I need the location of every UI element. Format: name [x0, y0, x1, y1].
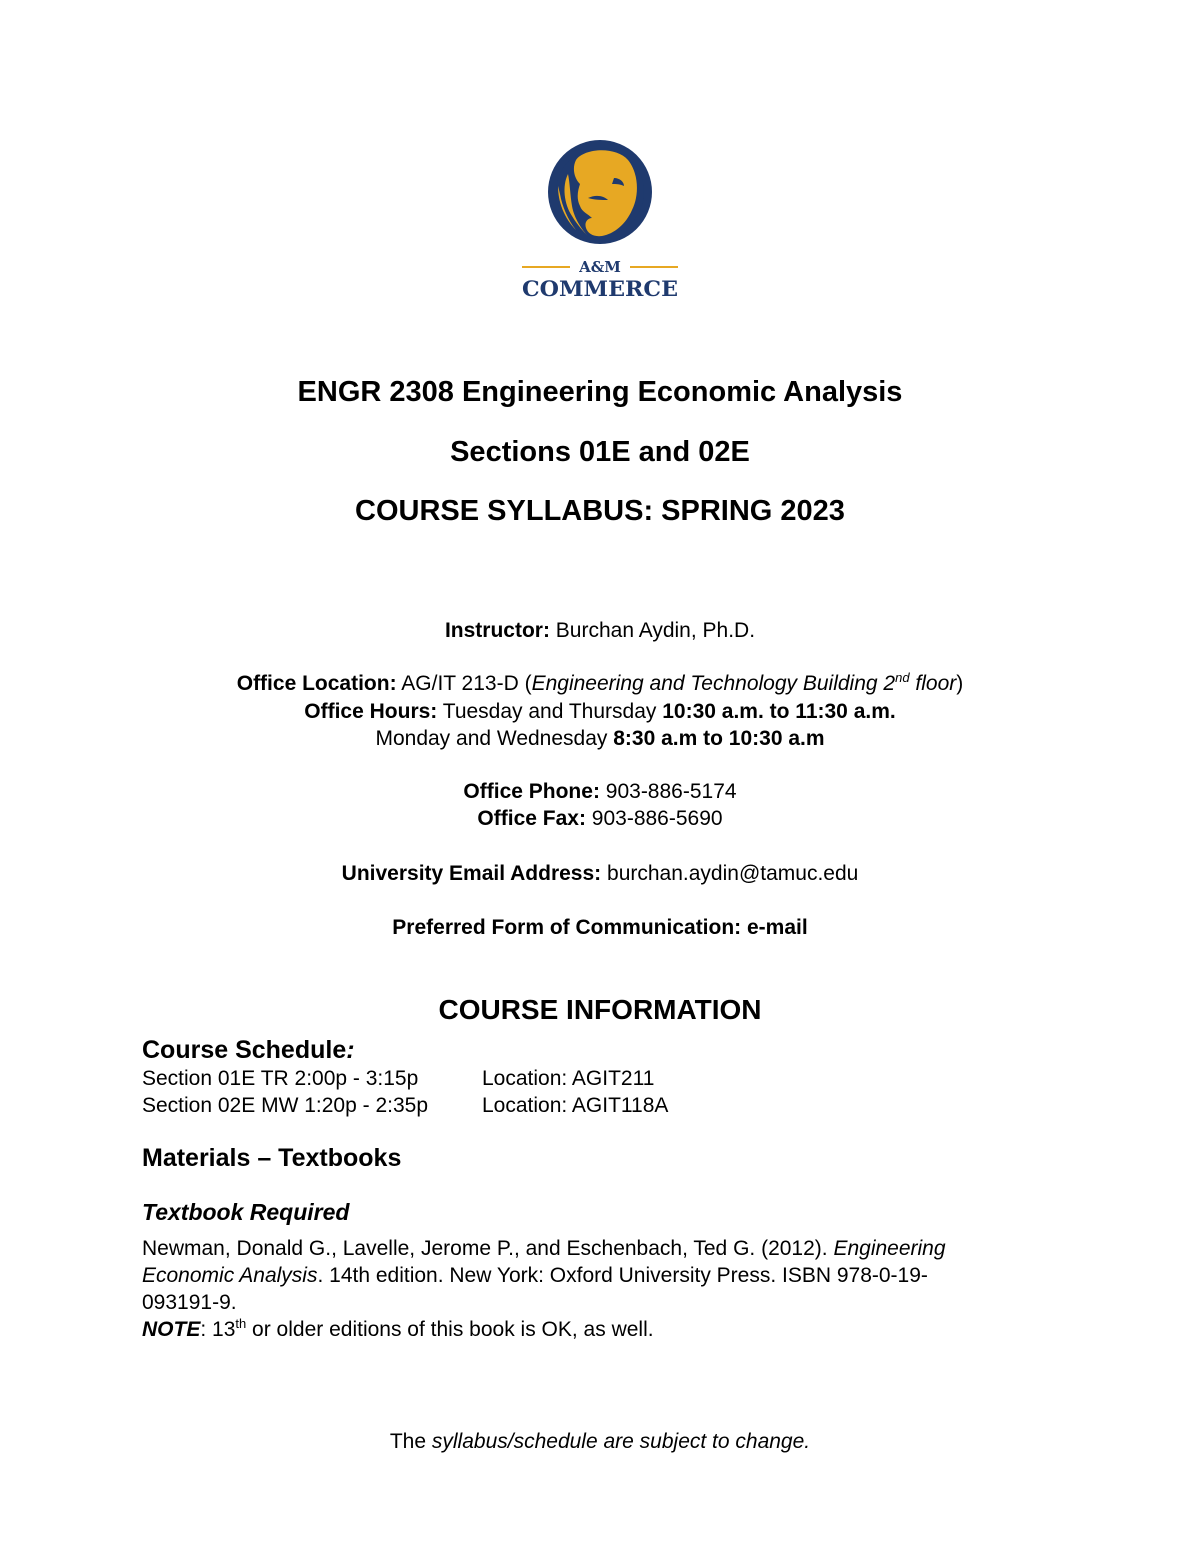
- materials-heading: Materials – Textbooks: [142, 1144, 402, 1172]
- course-information-heading: COURSE INFORMATION: [438, 994, 762, 1025]
- instructor-value: Burchan Aydin, Ph.D.: [555, 619, 756, 642]
- office-location-label: Office Location:: [236, 672, 397, 695]
- course-schedule-colon: :: [346, 1036, 355, 1064]
- office-location-close: ): [956, 672, 964, 695]
- office-location-floor: floor: [909, 672, 957, 695]
- instructor-label: Instructor:: [444, 619, 550, 642]
- course-sections: Sections 01E and 02E: [450, 436, 750, 468]
- office-hours-label: Office Hours:: [304, 700, 438, 723]
- office-fax-line: [0, 807, 1200, 831]
- schedule-row: [142, 1094, 668, 1118]
- footer-disclaimer: [0, 1430, 1200, 1454]
- textbook-citation: [142, 1235, 1052, 1343]
- note-prefix: : 13: [200, 1318, 236, 1341]
- course-schedule-label: Course Schedule: [142, 1036, 347, 1064]
- office-fax-value: 903-886-5690: [591, 807, 723, 830]
- email-label: University Email Address:: [341, 862, 602, 885]
- office-location-value: AG/IT 213-D (: [401, 672, 532, 695]
- email-line: [0, 862, 1200, 886]
- office-hours-days2: Monday and Wednesday: [375, 727, 608, 750]
- footer-prefix: The: [389, 1430, 432, 1453]
- preferred-communication: Preferred Form of Communication: e-mail: [392, 916, 808, 939]
- logo-wordmark-top: A&M: [579, 258, 621, 276]
- office-location-sup: nd: [895, 670, 910, 685]
- schedule-section: Section 02E MW 1:20p - 2:35p: [142, 1094, 428, 1117]
- office-hours-days1: Tuesday and Thursday: [442, 700, 657, 723]
- schedule-location: Location: AGIT118A: [482, 1094, 669, 1117]
- office-hours-time1: 10:30 a.m. to 11:30 a.m.: [662, 700, 896, 723]
- office-hours-time2: 8:30 a.m to 10:30 a.m: [613, 727, 825, 750]
- citation-title-1: Engineering: [833, 1237, 946, 1260]
- office-hours-line-2: [0, 727, 1200, 751]
- course-title: ENGR 2308 Engineering Economic Analysis: [297, 376, 903, 408]
- logo-wordmark-bottom: COMMERCE: [522, 276, 678, 300]
- syllabus-title: COURSE SYLLABUS: SPRING 2023: [355, 495, 845, 527]
- note-label: NOTE: [142, 1318, 201, 1341]
- citation-rest-2: 093191-9.: [142, 1291, 237, 1314]
- office-phone-line: [0, 780, 1200, 804]
- citation-authors: Newman, Donald G., Lavelle, Jerome P., and Eschenbach, Ted G. (2012).: [142, 1237, 834, 1260]
- schedule-location: Location: AGIT211: [482, 1067, 655, 1090]
- university-logo: [518, 138, 682, 300]
- textbook-required-heading: Textbook Required: [142, 1199, 350, 1225]
- office-phone-label: Office Phone:: [463, 780, 600, 803]
- citation-title-2: Economic Analysis: [142, 1264, 318, 1287]
- office-location-line: [0, 672, 1200, 696]
- office-phone-value: 903-886-5174: [605, 780, 737, 803]
- course-schedule-heading: [142, 1036, 355, 1065]
- schedule-row: [142, 1067, 654, 1091]
- footer-italic: syllabus/schedule are subject to change.: [431, 1430, 811, 1453]
- note-text: or older editions of this book is OK, as well.: [246, 1318, 654, 1341]
- citation-rest-1: . 14th edition. New York: Oxford University Press. ISBN 978-0-19-: [317, 1264, 928, 1287]
- office-fax-label: Office Fax:: [477, 807, 586, 830]
- instructor-line: [0, 619, 1200, 643]
- office-location-building: Engineering and Technology Building 2: [531, 672, 896, 695]
- email-link[interactable]: burchan.aydin@tamuc.edu: [607, 862, 859, 885]
- office-hours-line: [0, 700, 1200, 724]
- note-sup: th: [235, 1316, 247, 1331]
- schedule-section: Section 01E TR 2:00p - 3:15p: [142, 1067, 419, 1090]
